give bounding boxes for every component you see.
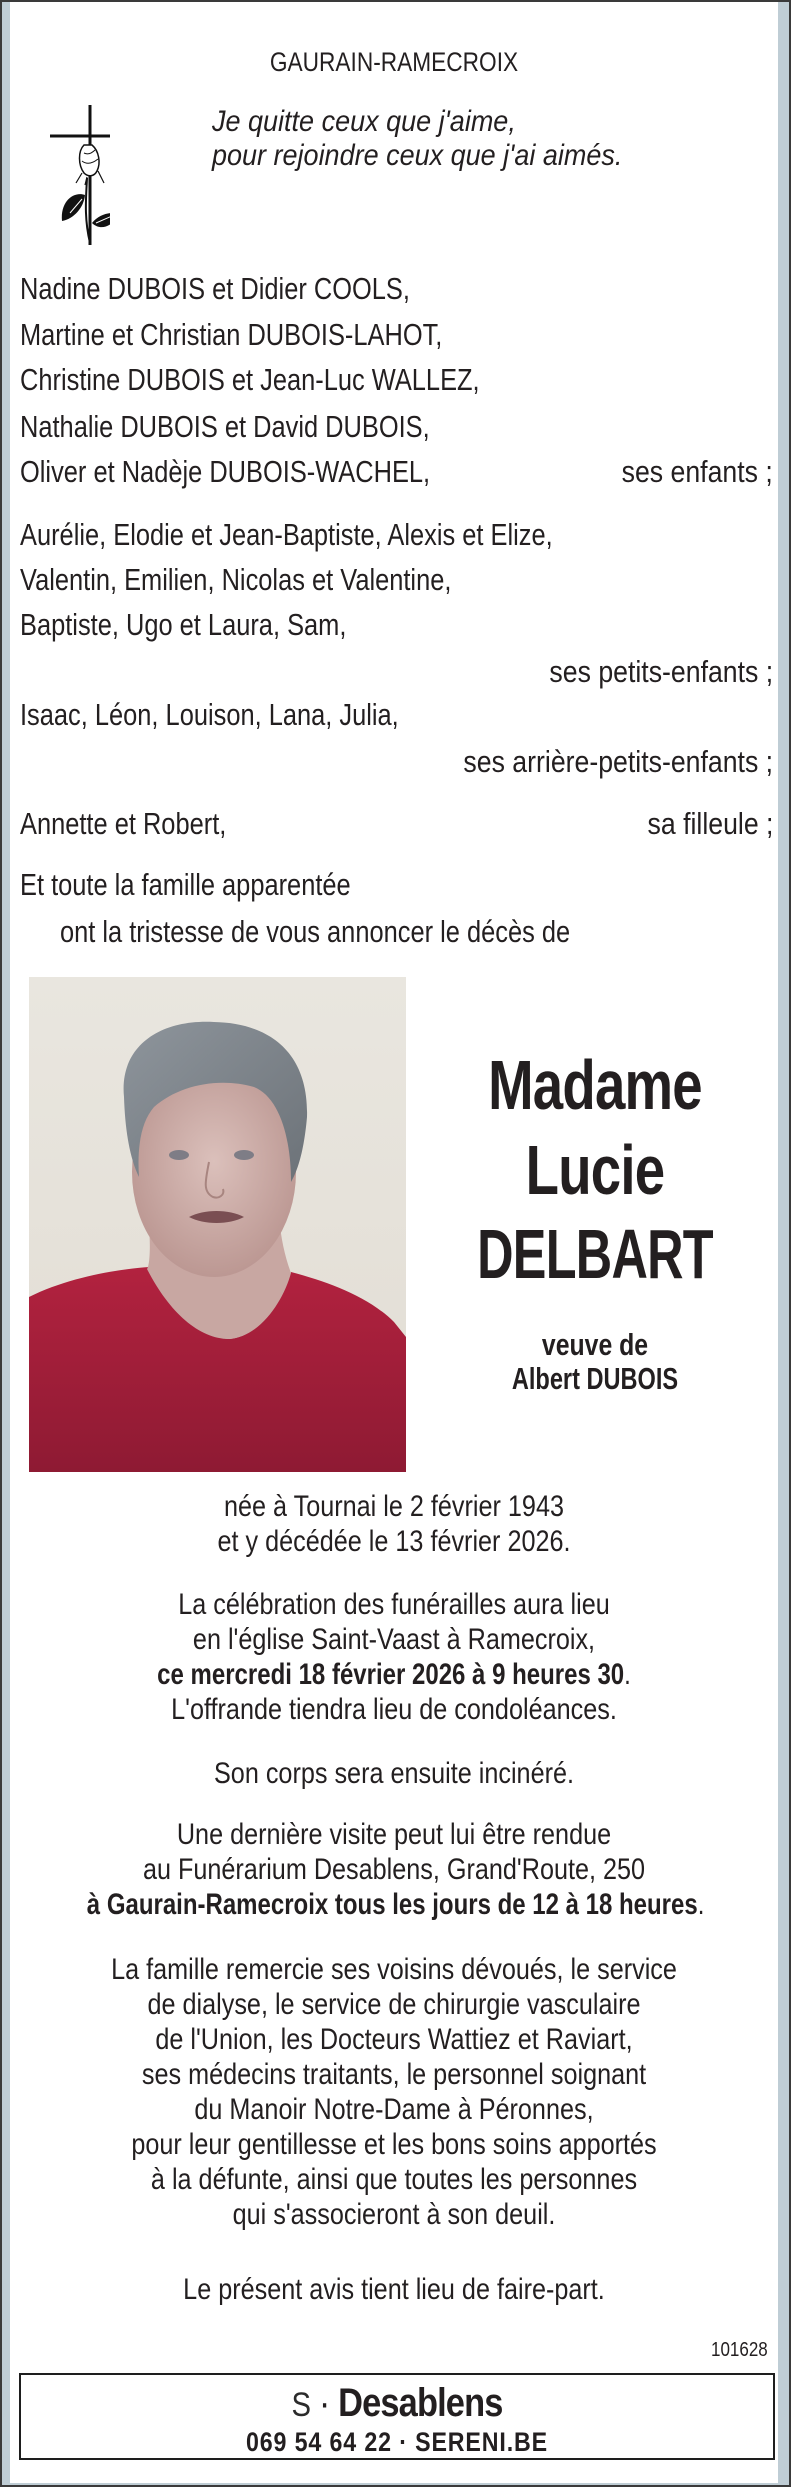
ceremony-datetime: ce mercredi 18 février 2026 à 9 heures 30 [157, 1658, 625, 1691]
deceased-title: Madame [488, 1046, 702, 1124]
family-grandchildren-line: Aurélie, Elodie et Jean-Baptiste, Alexis et Elize, [20, 517, 553, 552]
thanks-line: de dialyse, le service de chirurgie vasculaire [147, 1988, 641, 2021]
logo-separator: · [318, 2381, 330, 2425]
reference-number: 101628 [711, 2339, 768, 2361]
family-children-line: Christine DUBOIS et Jean-Luc WALLEZ, [20, 362, 480, 397]
thanks-line: qui s'associeront à son deuil. [232, 2198, 556, 2231]
thanks-line: à la défunte, ainsi que toutes les personnes [150, 2163, 638, 2196]
spouse-name: Albert DUBOIS [511, 1361, 679, 1396]
funeral-home-logo [74, 2381, 721, 2426]
deceased-last-name: DELBART [477, 1215, 713, 1293]
funeral-home-contact: 069 54 64 22 · SERENI.BE [245, 2427, 549, 2457]
visit-line-1: Une dernière visite peut lui être rendue [176, 1818, 612, 1851]
thanks-line: de l'Union, les Docteurs Wattiez et Raviart, [155, 2023, 633, 2056]
thanks-line: La famille remercie ses voisins dévoués, le service [111, 1953, 677, 1986]
family-children-line: Nathalie DUBOIS et David DUBOIS, [20, 409, 430, 444]
offering-line: L'offrande tiendra lieu de condoléances. [171, 1693, 617, 1726]
locality-heading: GAURAIN-RAMECROIX [269, 47, 519, 77]
relation-grandchildren: ses petits-enfants ; [549, 654, 773, 689]
visit-hours: à Gaurain-Ramecroix tous les jours de 12 à 18 heures [86, 1888, 698, 1921]
birth-line: née à Tournai le 2 février 1943 [224, 1490, 564, 1523]
thanks-line: ses médecins traitants, le personnel soignant [141, 2058, 647, 2091]
family-grandchildren-line: Valentin, Emilien, Nicolas et Valentine, [20, 562, 452, 597]
notice-line: Le présent avis tient lieu de faire-part. [183, 2273, 605, 2306]
extended-family: Et toute la famille apparentée [20, 867, 351, 902]
ceremony-line-1: La célébration des funérailles aura lieu [178, 1588, 610, 1621]
family-children-line: Nadine DUBOIS et Didier COOLS, [20, 271, 410, 306]
obituary-notice [10, 2, 778, 2483]
funeral-home-box [19, 2373, 775, 2460]
quote-line-1: Je quitte ceux que j'aime, [212, 105, 516, 138]
ceremony-datetime-line [87, 1660, 701, 1690]
widow-label: veuve de [541, 1327, 649, 1362]
sereni-mark-icon: S [291, 2386, 311, 2424]
relation-children: ses enfants ; [621, 454, 773, 489]
deceased-photo [29, 977, 406, 1472]
family-children-line: Oliver et Nadèje DUBOIS-WACHEL, [20, 454, 431, 489]
relation-great-grandchildren: ses arrière-petits-enfants ; [463, 744, 773, 779]
thanks-line: du Manoir Notre-Dame à Péronnes, [194, 2093, 594, 2126]
death-line: et y décédée le 13 février 2026. [217, 1525, 571, 1558]
family-great-grandchildren-line: Isaac, Léon, Louison, Lana, Julia, [20, 697, 399, 732]
quote-line-2: pour rejoindre ceux que j'ai aimés. [212, 139, 623, 172]
ceremony-period: . [624, 1658, 631, 1691]
family-grandchildren-line: Baptiste, Ugo et Laura, Sam, [20, 607, 347, 642]
family-goddaughter-line: Annette et Robert, [20, 806, 227, 841]
ceremony-line-2: en l'église Saint-Vaast à Ramecroix, [192, 1623, 596, 1656]
family-children-line: Martine et Christian DUBOIS-LAHOT, [20, 317, 443, 352]
thanks-line: pour leur gentillesse et les bons soins apportés [131, 2128, 657, 2161]
announcement-line: ont la tristesse de vous annoncer le décès de [60, 914, 571, 949]
cross-with-rose-icon [40, 103, 110, 248]
cremation-line: Son corps sera ensuite incinéré. [213, 1757, 574, 1790]
funeral-home-name: Desablens [338, 2381, 503, 2425]
visit-period: . [697, 1888, 705, 1921]
relation-goddaughter: sa filleule ; [647, 806, 773, 841]
visit-line-3 [86, 1888, 705, 1921]
deceased-first-name: Lucie [525, 1131, 665, 1209]
visit-line-2: au Funérarium Desablens, Grand'Route, 250 [142, 1853, 646, 1886]
portrait-image [29, 977, 406, 1472]
